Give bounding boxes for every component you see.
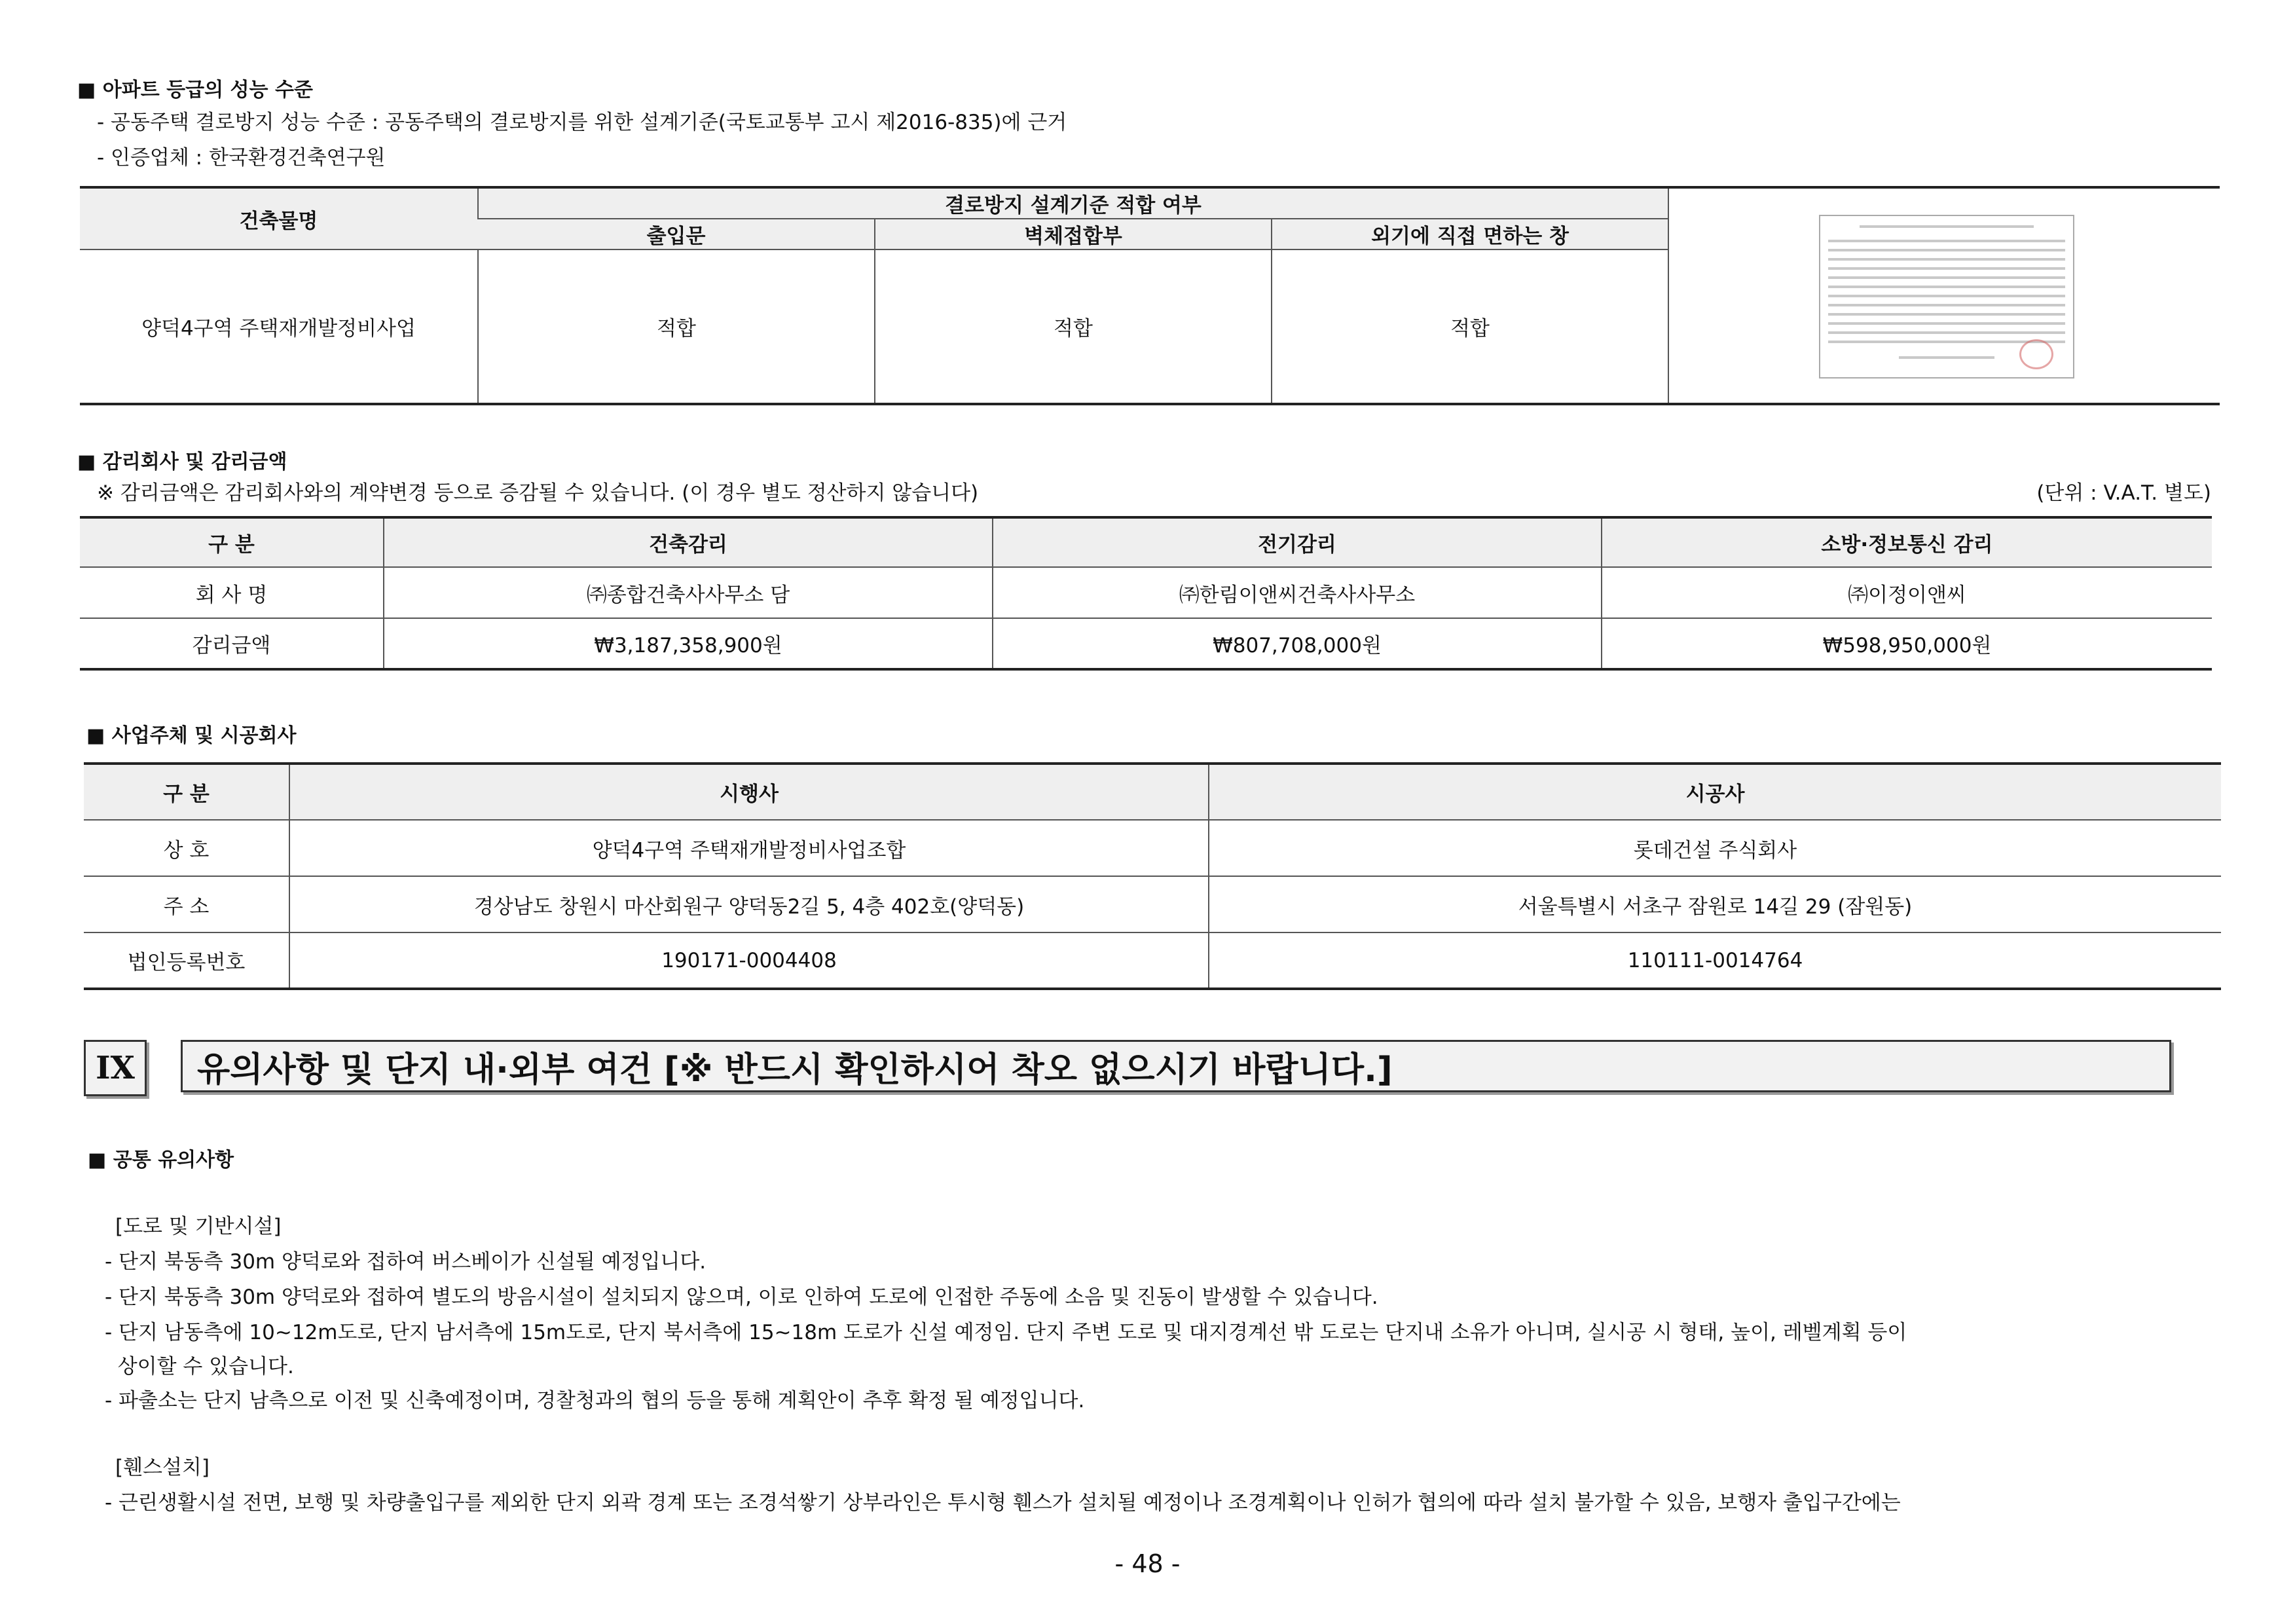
- row-label: 주 소: [84, 876, 289, 932]
- col-developer: 시행사: [289, 764, 1209, 820]
- cell: ₩598,950,000원: [1602, 618, 2212, 669]
- supervision-table: [80, 516, 2212, 671]
- cell-building-name: 양덕4구역 주택재개발정비사업: [80, 249, 478, 404]
- row-label: 법인등록번호: [84, 932, 289, 989]
- road-line-4: 상이할 수 있습니다.: [105, 1355, 294, 1378]
- col-electric-supervision: 전기감리: [993, 517, 1602, 567]
- fence-line-1: - 근린생활시설 전면, 보행 및 차량출입구를 제외한 단지 외곽 경계 또는 조경석쌓기 상부라인은 투시형 휀스가 설치될 예정이나 조경계획이나 인허가 협의에 따라 설치 불가할 수 있음, 보행자 출입구간에는: [105, 1491, 1901, 1515]
- cell-wall-joint: 적합: [875, 249, 1272, 404]
- cell: ㈜이정이앤씨: [1602, 567, 2212, 618]
- road-subtitle: [도로 및 기반시설]: [115, 1215, 282, 1238]
- cell: 110111-0014764: [1209, 932, 2221, 989]
- table-row: [80, 618, 2212, 669]
- supervision-note: ※ 감리금액은 감리회사와의 계약변경 등으로 증감될 수 있습니다. (이 경우 별도 정산하지 않습니다): [97, 481, 979, 505]
- road-line-3: - 단지 남동측에 10~12m도로, 단지 남서측에 15m도로, 단지 북서측에 15~18m 도로가 신설 예정임. 단지 주변 도로 및 대지경계선 밖 도로는 단지내 소유가 아니며, 실시공 시 형태, 높이, 레벨계획 등이: [105, 1321, 1907, 1344]
- cell-door: 적합: [478, 249, 875, 404]
- cell: ₩3,187,358,900원: [384, 618, 993, 669]
- table-row: [84, 876, 2221, 932]
- road-line-1: - 단지 북동측 30m 양덕로와 접하여 버스베이가 신설될 예정입니다.: [105, 1250, 707, 1274]
- cell: ₩807,708,000원: [993, 618, 1602, 669]
- supervision-unit: (단위 : V.A.T. 별도): [2036, 481, 2211, 505]
- col-door: 출입문: [478, 219, 875, 249]
- table-row: [80, 567, 2212, 618]
- col-wall-joint: 벽체접합부: [875, 219, 1272, 249]
- cell-window: 적합: [1272, 249, 1668, 404]
- col-constructor: 시공사: [1209, 764, 2221, 820]
- col-window: 외기에 직접 면하는 창: [1272, 219, 1668, 249]
- col-category: 구 분: [80, 517, 384, 567]
- fence-subtitle: [휀스설치]: [115, 1456, 210, 1479]
- table-row: [84, 932, 2221, 989]
- cell: 롯데건설 주식회사: [1209, 820, 2221, 876]
- col-fire-ict-supervision: 소방·정보통신 감리: [1602, 517, 2212, 567]
- cell: 양덕4구역 주택재개발정비사업조합: [289, 820, 1209, 876]
- cell: ㈜종합건축사사무소 담: [384, 567, 993, 618]
- cell: 경상남도 창원시 마산회원구 양덕동2길 5, 4층 402호(양덕동): [289, 876, 1209, 932]
- section-title: 유의사항 및 단지 내·외부 여건 [※ 반드시 확인하시어 착오 없으시기 바랍니다.]: [181, 1040, 2171, 1092]
- certificate-thumbnail: [1819, 215, 2074, 378]
- section-heading-apt-grade: ■ 아파트 등급의 성능 수준: [77, 79, 313, 101]
- page-number: - 48 -: [1114, 1549, 1181, 1578]
- cell: 190171-0004408: [289, 932, 1209, 989]
- section-heading-supervision: ■ 감리회사 및 감리금액: [77, 451, 287, 473]
- apt-grade-line-2: - 인증업체 : 한국환경건축연구원: [97, 146, 386, 170]
- cell: ㈜한림이앤씨건축사사무소: [993, 567, 1602, 618]
- row-label: 상 호: [84, 820, 289, 876]
- row-label: 회 사 명: [80, 567, 384, 618]
- col-building-name: 건축물명: [80, 187, 478, 249]
- road-line-5: - 파출소는 단지 남측으로 이전 및 신축예정이며, 경찰청과의 협의 등을 통해 계획안이 추후 확정 될 예정입니다.: [105, 1389, 1085, 1412]
- col-category: 구 분: [84, 764, 289, 820]
- col-condensation-group: 결로방지 설계기준 적합 여부: [478, 187, 1668, 219]
- apt-grade-line-1: - 공동주택 결로방지 성능 수준 : 공동주택의 결로방지를 위한 설계기준(국토교통부 고시 제2016-835)에 근거: [97, 111, 1067, 134]
- section-heading-common: ■ 공통 유의사항: [88, 1149, 234, 1172]
- col-architecture-supervision: 건축감리: [384, 517, 993, 567]
- cell: 서울특별시 서초구 잠원로 14길 29 (잠원동): [1209, 876, 2221, 932]
- section-heading-business: ■ 사업주체 및 시공회사: [86, 724, 297, 747]
- business-table: [84, 762, 2221, 990]
- section-number: IX: [84, 1040, 147, 1096]
- row-label: 감리금액: [80, 618, 384, 669]
- road-line-2: - 단지 북동측 30m 양덕로와 접하여 별도의 방음시설이 설치되지 않으며, 이로 인하여 도로에 인접한 주동에 소음 및 진동이 발생할 수 있습니다.: [105, 1285, 1378, 1309]
- table-row: [84, 820, 2221, 876]
